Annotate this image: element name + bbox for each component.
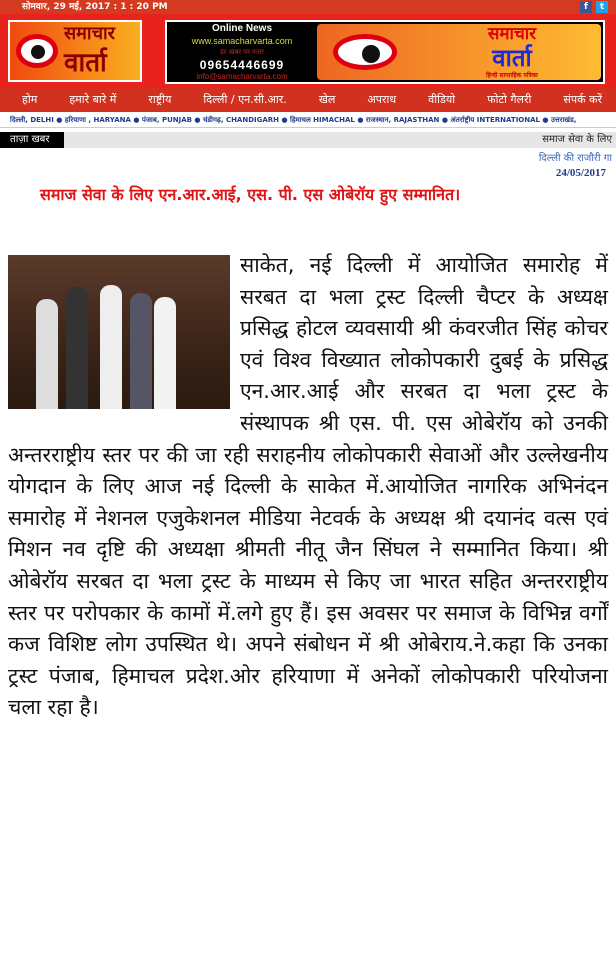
post-date: 24/05/2017 [555,167,606,179]
breaking-headline[interactable]: समाज सेवा के लिए [542,134,612,145]
photo-person [66,287,88,409]
banner-tagline: हिन्दी साप्ताहिक पत्रिका [486,72,538,79]
nav-contact[interactable]: संपर्क करें [563,93,602,106]
nav-crime[interactable]: अपराध [367,93,397,106]
banner-url: www.samacharvarta.com [191,36,293,46]
breaking-label: ताज़ा खबर [0,132,64,148]
photo-person [154,297,176,409]
facebook-icon[interactable]: f [580,1,592,13]
banner-email: info@samacharvarta.com [196,72,288,81]
logo-line1: समाचार [64,23,116,44]
header [0,14,616,88]
datetime: सोमवार, 29 मई, 2017 : 1 : 20 PM [22,2,168,12]
photo-person [36,299,58,409]
banner-slogan: हर खबर पर नजर [220,49,264,56]
main-nav [0,88,616,112]
nav-delhi-ncr[interactable]: दिल्ली / एन.सी.आर. [203,93,287,106]
article-text: साकेत, नई दिल्ली में आयोजित समारोह में सरबत दा भला ट्रस्ट दिल्ली चैप्टर के अध्यक्ष प्रसिद्ध होटल व्यवसायी श्री कंवरजीत सिंह कोचर एवं विश्व विख्यात लोकोपकारी दुबई के प्रसिद्ध एन.आर.आई और सरबत दा भला ट्रस्ट के संस्थापक श्री एस. पी. एस ओबेरॉय को उनकी अन्तरराष्ट्रीय स्तर पर की जा रही सराहनीय लोकोपकारी सेवाओं और उल्लेखनीय योगदान के लिए आज नई दिल्ली के साकेत में.आयोजित नागरिक अभिनंदन समारोह में नेशनल एजुकेशनल मीडिया नेटवर्क के अध्यक्ष श्री दयानंद वत्स एवं मिशन नव दृष्टि की अध्यक्षा श्रीमती नीतू जैन सिंघल ने सम्मानित किया। श्री ओबेरॉय सरबत दा भला ट्रस्ट के माध्यम से किए जा भारत सहित अन्तरराष्ट्रीय स्तर पर परोपकार के कामों में.लगे हुए हैं। इस अवसर पर समाज के विभिन्न वर्गों कज विशिष्ट लोग उपस्थित थे। अपने संबोधन में श्री ओबेराय.ने.कहा कि उनका ट्रस्ट पंजाब, हिमाचल प्रदेश.ओर हरियाणा में अनेकों लोकोपकारी परियोजना चला रहा है। [8,253,608,720]
article-title: समाज सेवा के लिए एन.आर.आई, एस. पी. एस ओबेरॉय हुए सम्मानित। [40,185,461,204]
photo-person [130,293,152,409]
header-banner[interactable] [165,20,605,84]
banner-online-news: Online News [211,23,272,34]
banner-phone: 09654446699 [199,58,285,72]
article-body [8,250,608,724]
eye-logo-icon [16,34,58,68]
nav-photo-gallery[interactable]: फोटो गैलरी [487,93,532,106]
site-logo[interactable] [8,20,142,82]
photo-person [100,285,122,409]
nav-about[interactable]: हमारे बारे में [69,93,117,106]
logo-line2: वार्ता [64,48,107,78]
eye-logo-icon [333,34,397,70]
nav-sports[interactable]: खेल [318,93,336,106]
side-news-link[interactable]: दिल्ली की राजौरी गा [538,153,612,164]
article-photo [8,255,230,409]
banner-logo2: वार्ता [492,44,532,72]
nav-video[interactable]: वीडियो [428,93,456,106]
twitter-icon[interactable]: t [596,1,608,13]
top-bar [0,0,616,14]
region-links[interactable]: दिल्ली, DELHI ● हरियाणा , HARYANA ● पंजाब, PUNJAB ● चंडीगढ़, CHANDIGARH ● हिमाचल HIMACHAL ● राजस्थान, RAJASTHAN ● अंतर्राष्ट्रीय INTERNATIONAL ● उत्तराखंड, [0,112,616,128]
breaking-news-bar [0,132,616,148]
banner-logo1: समाचार [487,24,537,44]
nav-national[interactable]: राष्ट्रीय [148,93,172,106]
nav-home[interactable]: होम [22,93,38,106]
